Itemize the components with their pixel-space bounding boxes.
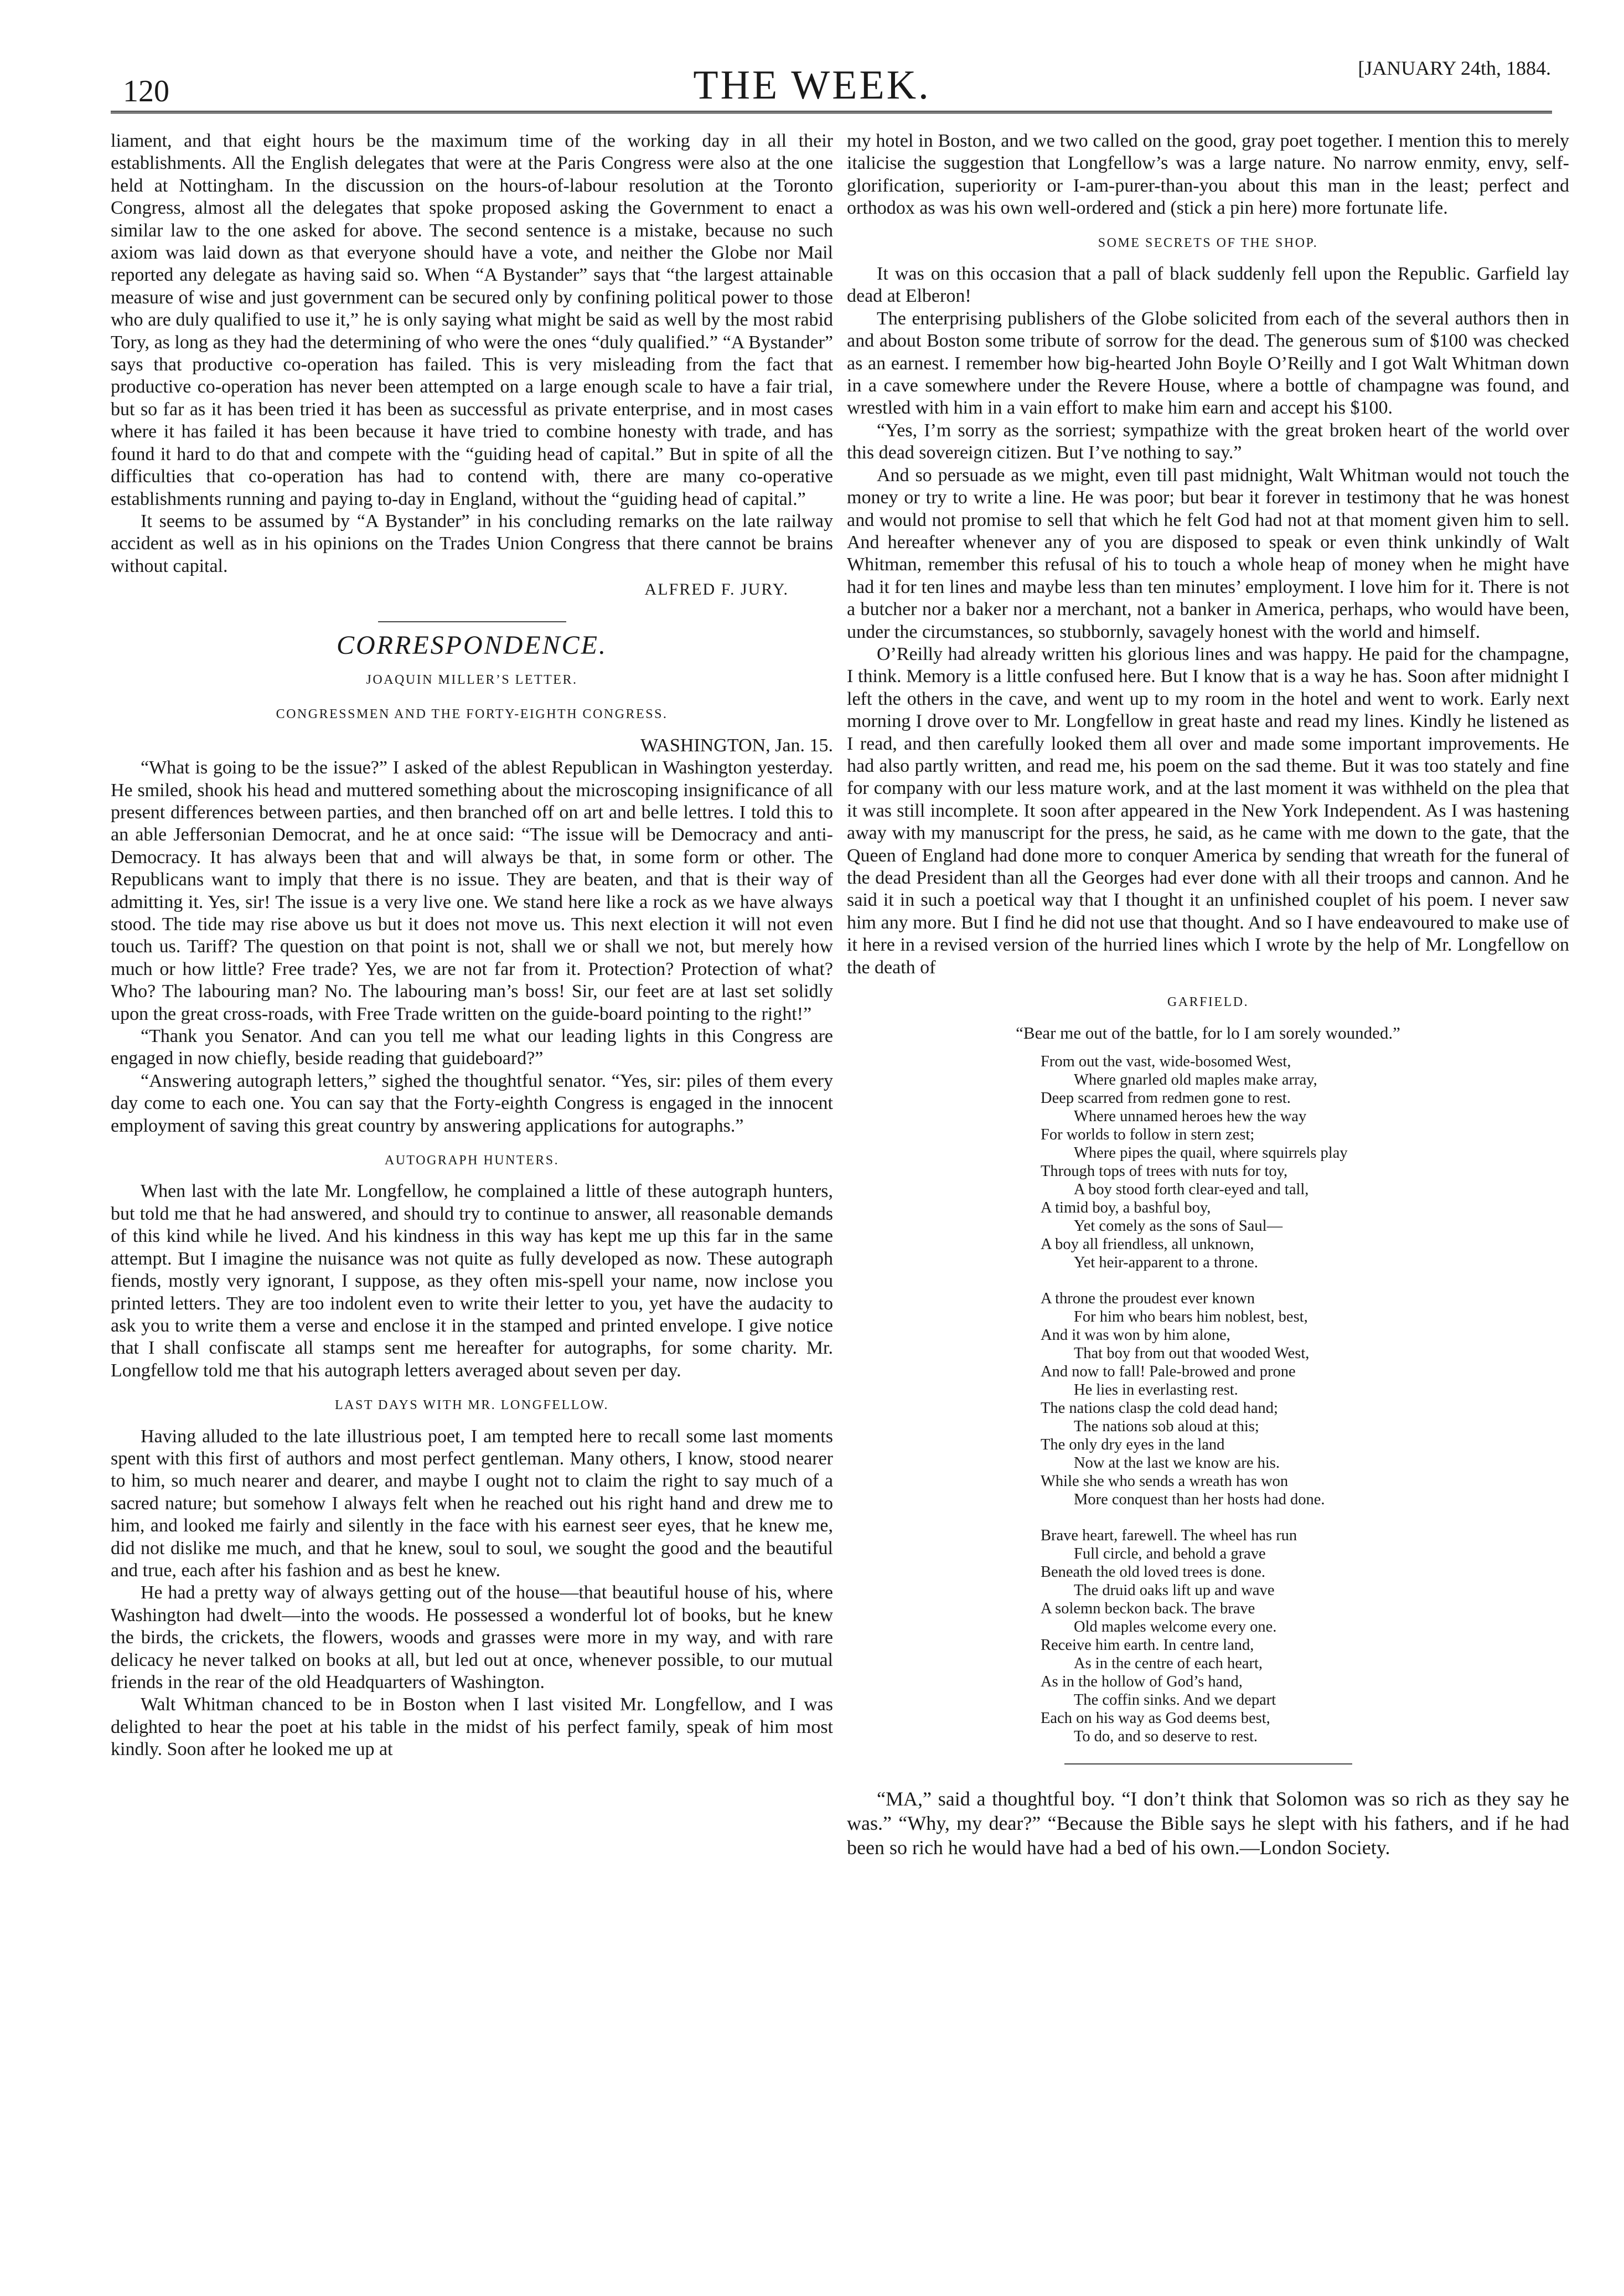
poem-title: GARFIELD. <box>1167 995 1249 1010</box>
poem-stanza <box>1041 1052 1569 1272</box>
letter-title: JOAQUIN MILLER’S LETTER. <box>366 672 578 687</box>
masthead-title: THE WEEK. <box>693 63 931 108</box>
poem-line: To do, and so deserve to rest. <box>1074 1727 1258 1745</box>
poem-line: Each on his way as God deems best, <box>1041 1709 1270 1727</box>
poem-line: As in the centre of each heart, <box>1074 1654 1263 1672</box>
poem-line: Where gnarled old maples make array, <box>1074 1071 1317 1088</box>
body-paragraph: When last with the late Mr. Longfellow, he complained a little of these autograph hunters, but told me that he had answered, and should try to continue to answer, all reasonable demands of this kind while he lived. And his kindness in this way has kept me up this far in the same attempt. But I imagine the nuisance was not quite as fully developed as now. These autograph fiends, mostly very ignorant, I suppose, as they often mis-spell your name, now inclose you printed letters. They are too indolent even to write their letter to you, yet have the audacity to ask you to write them a verse and enclose it in the stamped and printed envelope. I give notice that I shall confiscate all stamps sent me hereafter for autographs, for some charity. Mr. Longfellow told me that his autograph letters averaged about seven per day. <box>111 1181 833 1381</box>
poem-line: As in the hollow of God’s hand, <box>1041 1673 1243 1690</box>
poem-line: Receive him earth. In centre land, <box>1041 1636 1254 1654</box>
page-header <box>0 0 1624 116</box>
dateline: WASHINGTON, Jan. 15. <box>640 735 833 756</box>
poem-line: A boy all friendless, all unknown, <box>1041 1235 1254 1253</box>
body-paragraph: “What is going to be the issue?” I asked of the ablest Republican in Washington yesterday. He smiled, shook his head and muttered something about the microscoping insignificance of all present differences between parties, and then branched off on art and belle lettres. I told this to an able Jeffersonian Democrat, and he at once said: “The issue will be Democracy and anti-Democracy. It has always been that and will always be that, in some form or other. The Republicans want to imply that there is no issue. They are beaten, and that is their way of admitting it. Yes, sir! The issue is a very live one. We stand here like a rock as we have always stood. The tide may rise above us but it does not move us. This next election it will not even touch us. Tariff? The question on that point is not, shall we or shall we not, but merely how much or how little? Free trade? Yes, we are not far from it. Protection? Protection of what? Who? The labouring man? No. The labouring man’s boss! Sir, our feet are at last set solidly upon the great cross-roads, with Free Trade written on the guide-board pointing to the right!” <box>111 757 833 1024</box>
closing-anecdote: “MA,” said a thoughtful boy. “I don’t think that Solomon was so rich as they say he was.” “Why, my dear?” “Because the Bible says he slept with his fathers, and if he had been so rich he would have had a bed of his own.—London Society. <box>847 1787 1569 1859</box>
body-paragraph: He had a pretty way of always getting out of the house—that beautiful house of his, where Washington had dwelt—into the woods. He possessed a wonderful lot of books, but he knew the birds, the crickets, the flowers, woods and grasses were more in my way, and with rare delicacy he never talked on books at all, but led out at once, whenever possible, to our mutual friends in the rear of the old Headquarters of Washington. <box>111 1582 833 1693</box>
body-paragraph: It was on this occasion that a pall of black suddenly fell upon the Republic. Garfield lay dead at Elberon! <box>847 264 1569 307</box>
poem-line: Full circle, and behold a grave <box>1074 1545 1266 1562</box>
poem-line: He lies in everlasting rest. <box>1074 1381 1238 1399</box>
poem-line: Beneath the old loved trees is done. <box>1041 1563 1266 1581</box>
body-paragraph: “Yes, I’m sorry as the sorriest; sympathize with the great broken heart of the world over this dead sovereign citizen. But I’ve nothing to say.” <box>847 420 1569 463</box>
poem-line: From out the vast, wide-bosomed West, <box>1041 1052 1291 1070</box>
poem-line: A timid boy, a bashful boy, <box>1041 1199 1211 1216</box>
body-paragraph: And so persuade as we might, even till past midnight, Walt Whitman would not touch the money or try to write a line. He was poor; but bear it forever in testimony that he was honest and would not promise to sell that which he felt God had not at that moment given him to sell. And hereafter whenever any of you are disposed to speak or even think unkindly of Walt Whitman, remember this refusal of his to touch a whole heap of money when he might have had it for ten lines and maybe less than ten minutes’ employment. I love him for it. There is not a butcher nor a baker nor a merchant, not a banker in America, perhaps, who would have been, under the circumstances, so stubbornly, savagely honest with the world and himself. <box>847 465 1569 642</box>
body-paragraph: O’Reilly had already written his glorious lines and was happy. He paid for the champagne, I think. Memory is a little confused here. But I know that is a way he has. Soon after midnight I left the others in the cave, and went up to my room in the hotel and went to work. Early next morning I drove over to Mr. Longfellow in great haste and read my lines. Kindly he listened as I read, and then carefully looked them all over and made some important improvements. He had also partly written, and read me, his poem on the sad theme. But it was too stately and fine for company with our less mature work, and at the last moment it was withheld on the plea that it was still incomplete. It soon after appeared in the New York Independent. As I was hastening away with my manuscript for the press, he said, as he came with me down to the gate, that the Queen of England had done more to conquer America by sending that wreath for the funeral of the dead President than all the Georges had ever done with all their troops and cannon. And he said it in such a poetical way that I thought it an unfinished couplet of his poem. I never saw him any more. But I find he did not use that thought. And so I have endeavoured to make use of it here in a revised version of the hurried lines which I wrote by the help of Mr. Longfellow on the death of <box>847 643 1569 978</box>
poem <box>1041 1052 1569 1746</box>
body-paragraph: Walt Whitman chanced to be in Boston when I last visited Mr. Longfellow, and I was delighted to hear the poet at his table in the midst of his perfect family, speak of him most kindly. Soon after he looked me up at <box>111 1694 833 1760</box>
section-divider <box>1064 1763 1352 1764</box>
poem-line: Through tops of trees with nuts for toy, <box>1041 1162 1288 1180</box>
poem-line: For worlds to follow in stern zest; <box>1041 1126 1255 1143</box>
subheading: LAST DAYS WITH MR. LONGFELLOW. <box>334 1398 609 1413</box>
poem-line: Where unnamed heroes hew the way <box>1074 1107 1307 1125</box>
poem-line: While she who sends a wreath has won <box>1041 1472 1289 1490</box>
body-paragraph: The enterprising publishers of the Globe solicited from each of the several authors then in and about Boston some tribute of sorrow for the dead. The generous sum of $100 was checked as an earnest. I remember how big-hearted John Boyle O’Reilly and I got Walt Whitman down in a cave somewhere under the Revere House, where a bottle of champagne was found, and wrestled with him in a vain effort to make him earn and accept his $100. <box>847 308 1569 419</box>
header-rule <box>111 111 1552 113</box>
poem-epigraph: “Bear me out of the battle, for lo I am sorely wounded.” <box>1016 1023 1400 1043</box>
labour-letter-paragraph: It seems to be assumed by “A Bystander” in his concluding remarks on the late railway accident as well as in his opinions on the Trades Union Congress that there cannot be brains without capital. <box>111 510 833 576</box>
poem-line: The only dry eyes in the land <box>1041 1436 1225 1453</box>
poem-line: For him who bears him noblest, best, <box>1074 1308 1308 1325</box>
poem-line: Now at the last we know are his. <box>1074 1454 1280 1472</box>
section-divider <box>378 621 566 622</box>
body-paragraph: “Answering autograph letters,” sighed the thoughtful senator. “Yes, sir: piles of them every day come to each one. You can say that the Forty-eighth Congress is engaged in the innocent employment of saving this great country by answering applications for autographs.” <box>111 1070 833 1136</box>
subheading: AUTOGRAPH HUNTERS. <box>384 1153 560 1168</box>
page-number: 120 <box>123 74 169 109</box>
poem-stanza <box>1041 1526 1569 1746</box>
poem-line: Where pipes the quail, where squirrels play <box>1074 1144 1348 1162</box>
poem-line: That boy from out that wooded West, <box>1074 1344 1310 1362</box>
body-paragraph: Having alluded to the late illustrious poet, I am tempted here to recall some last moments spent with this first of authors and most perfect gentleman. Many others, I know, stood nearer to him, so much nearer and dearer, and maybe I ought not to claim the right to say much of a sacred nature; but somehow I always felt when he reached out his right hand and drew me to him, and looked me fairly and silently in the face with his earnest seer eyes, that he knew me, did not dislike me much, and that he knew, soul to soul, we sought the good and the beautiful and true, each after his fashion and as best he knew. <box>111 1426 833 1581</box>
poem-line: A throne the proudest ever known <box>1041 1289 1255 1307</box>
poem-line: Yet heir-apparent to a throne. <box>1074 1253 1258 1271</box>
poem-line: The druid oaks lift up and wave <box>1074 1581 1275 1599</box>
poem-line: And it was won by him alone, <box>1041 1326 1230 1344</box>
right-column <box>847 130 1569 1860</box>
poem-line: The nations clasp the cold dead hand; <box>1041 1399 1278 1417</box>
letter-subtitle: CONGRESSMEN AND THE FORTY-EIGHTH CONGRESS. <box>276 707 668 722</box>
issue-date: [JANUARY 24th, 1884. <box>1358 57 1551 79</box>
signature: ALFRED F. JURY. <box>644 580 789 599</box>
poem-line: Brave heart, farewell. The wheel has run <box>1041 1526 1297 1544</box>
poem-line: Old maples welcome every one. <box>1074 1618 1277 1635</box>
left-column <box>111 130 833 1761</box>
body-paragraph: “Thank you Senator. And can you tell me what our leading lights in this Congress are engaged in now chiefly, beside reading that guideboard?” <box>111 1026 833 1069</box>
poem-line: A boy stood forth clear-eyed and tall, <box>1074 1180 1309 1198</box>
poem-line: Yet comely as the sons of Saul— <box>1074 1217 1283 1235</box>
body-paragraph: my hotel in Boston, and we two called on the good, gray poet together. I mention this to merely italicise the suggestion that Longfellow’s was a large nature. No narrow enmity, envy, self-glorification, superiority or I-am-purer-than-you about this man in the least; perfect and orthodox as was his own well-ordered and (stick a pin here) more fortunate life. <box>847 131 1569 219</box>
poem-line: The nations sob aloud at this; <box>1074 1417 1259 1435</box>
section-heading: CORRESPONDENCE. <box>337 630 607 660</box>
poem-line: And now to fall! Pale-browed and prone <box>1041 1363 1296 1380</box>
poem-line: A solemn beckon back. The brave <box>1041 1600 1255 1617</box>
poem-line: More conquest than her hosts had done. <box>1074 1490 1325 1508</box>
poem-stanza <box>1041 1289 1569 1509</box>
poem-line: Deep scarred from redmen gone to rest. <box>1041 1089 1291 1107</box>
labour-letter-paragraph: liament, and that eight hours be the maximum time of the working day in all their establishments. All the English delegates that were at the Paris Congress were also at the one held at Nottingham. In the discussion on the hours-of-labour resolution at the Toronto Congress, almost all the delegates that spoke proposed asking the Government to enact a similar law to the one asked for above. The second sentence is a mistake, because no such axiom was laid down as that everyone should have a vote, and neither the Globe nor Mail reported any delegate as having said so. When “A Bystander” says that “the largest attainable measure of wise and just government can be secured only by confining political power to those who are duly qualified to use it,” he is only saying what might be said as well by the most rabid Tory, as long as they had the determining of who were the ones “duly qualified.” “A Bystander” says that productive co-operation has failed. This is very misleading from the fact that productive co-operation has never been attempted on a large enough scale to have a fair trial, but so far as it has been tried it has been as successful as private enterprise, and in most cases where it has failed it has been because it have tried to combine honesty with trade, and has found it hard to do that and compete with the “guiding head of capital.” But in spite of all the difficulties that co-operation has had to contend with, there are many co-operative establishments running and paying to-day in England, without the “guiding head of capital.” <box>111 131 833 509</box>
poem-line: The coffin sinks. And we depart <box>1074 1691 1276 1709</box>
subheading: SOME SECRETS OF THE SHOP. <box>1098 235 1318 250</box>
